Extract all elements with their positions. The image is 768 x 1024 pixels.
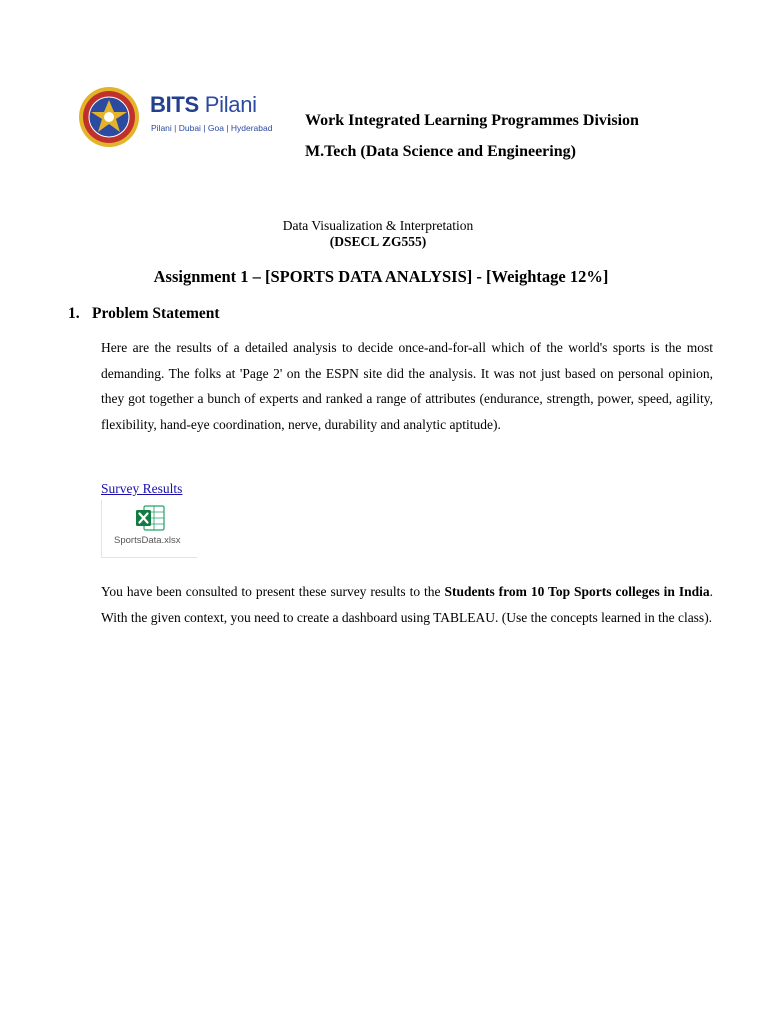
section-title: Problem Statement bbox=[92, 305, 220, 322]
bits-pilani-logo bbox=[78, 86, 292, 148]
context-paragraph bbox=[101, 579, 713, 630]
survey-results-link[interactable]: Survey Results bbox=[101, 481, 183, 496]
course-code: (DSECL ZG555) bbox=[329, 234, 427, 249]
attachment-filename: SportsData.xlsx bbox=[114, 535, 181, 546]
assignment-title: Assignment 1 – [SPORTS DATA ANALYSIS] - [Weightage 12%] bbox=[153, 267, 609, 286]
context-text-before: You have been consulted to present these survey results to the bbox=[101, 584, 445, 599]
logo-brand: BITS Pilani bbox=[150, 92, 257, 117]
logo-tagline: Pilani | Dubai | Goa | Hyderabad bbox=[151, 123, 273, 133]
section-heading bbox=[68, 305, 220, 323]
context-text-after: . With the given context, you need to create a dashboard using TABLEAU. (Use the concepts learned in the class). bbox=[101, 584, 713, 625]
attachment-sportsdata[interactable] bbox=[101, 500, 197, 558]
program-heading: M.Tech (Data Science and Engineering) bbox=[305, 143, 576, 160]
section-number: 1. bbox=[68, 305, 80, 322]
bits-seal-icon bbox=[78, 86, 140, 148]
course-name: Data Visualization & Interpretation bbox=[282, 218, 474, 233]
excel-file-icon bbox=[135, 505, 165, 531]
problem-paragraph: Here are the results of a detailed analysis to decide once-and-for-all which of the world's sports is the most demanding. The folks at 'Page 2' on the ESPN site did the analysis. It was not just based on personal opinion, they got together a bunch of experts and ranked a range of attributes (endurance, strength, power, speed, agility, flexibility, hand-eye coordination, nerve, durability and analytic aptitude). bbox=[101, 340, 713, 432]
context-text-bold: Students from 10 Top Sports colleges in India bbox=[444, 584, 710, 599]
division-heading: Work Integrated Learning Programmes Division bbox=[305, 112, 639, 129]
